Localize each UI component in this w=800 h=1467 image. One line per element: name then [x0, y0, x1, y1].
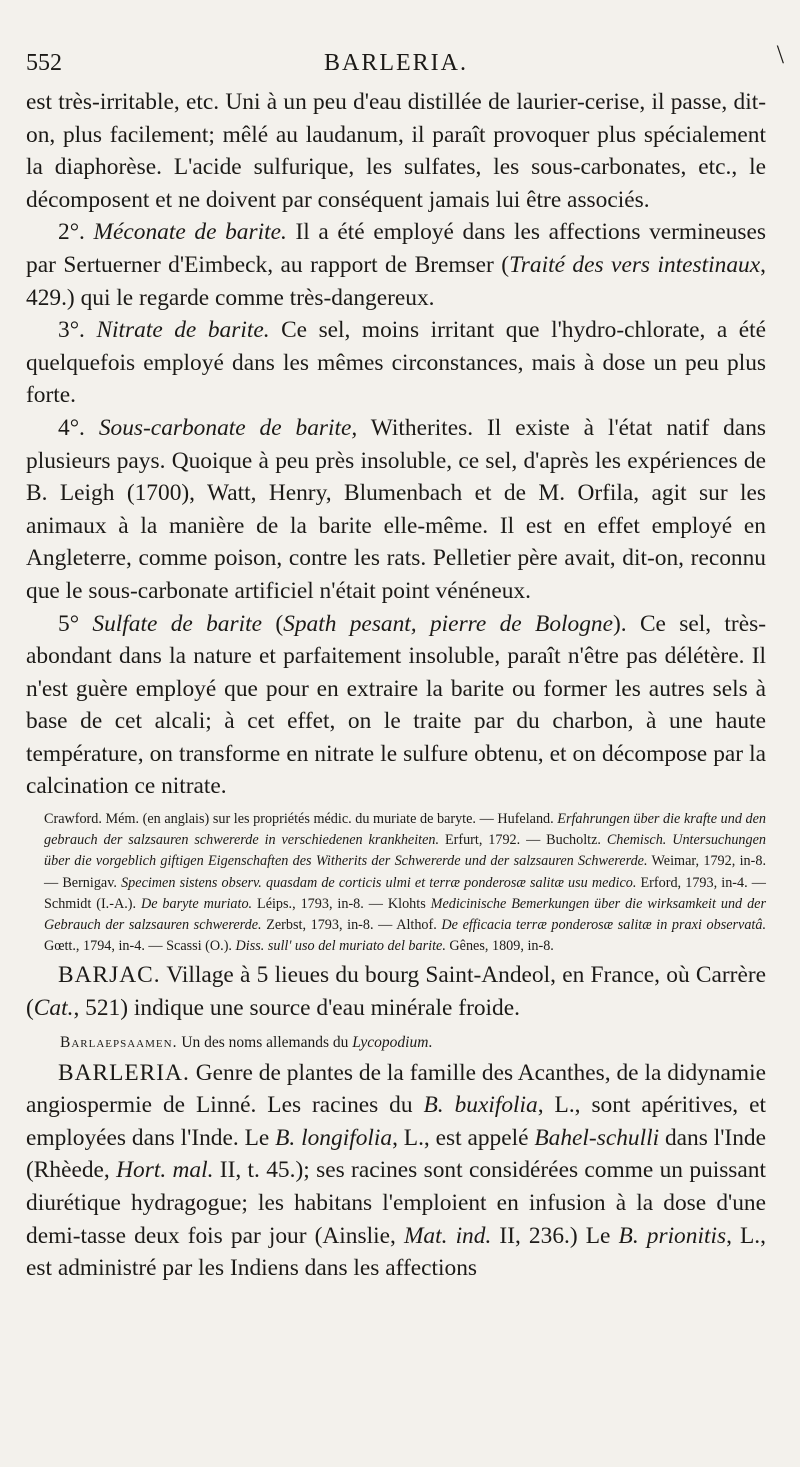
species-name: B. buxifolia	[423, 1092, 538, 1119]
item-title: Sulfate de barite	[92, 610, 262, 637]
paragraph-barjac	[26, 959, 766, 1024]
paragraph-text: Genre de plantes de la famille des Acanthes, de la didynamie angiospermie de Linné. Les racines du	[26, 1059, 766, 1119]
paragraph-text: (	[262, 610, 284, 637]
ref-text: Gœtt., 1794, in-4. — Scassi (O.).	[44, 938, 236, 955]
paragraph-continuation: est très-irritable, etc. Uni à un peu d'eau distillée de laurier-cerise, il passe, dit-on, plus facilement; mêlé au laudanum, il paraît provoquer plus spécialement la diaphorèse. L'acide sulfurique, les sulfates, les sous-carbonates, etc., le décomposent et ne doivent par conséquent jamais lui être associés.	[26, 89, 766, 213]
ref-title: Specimen sistens observ. quasdam de corticis ulmi et terræ ponderosæ salitæ usu medico.	[121, 874, 637, 891]
paragraph-text: Ce sel, moins irritant que l'hydro-chlorate, a été quelquefois employé dans les mêmes circonstances, mais à dose un peu plus forte.	[26, 317, 766, 409]
work-title: Mat. ind.	[403, 1222, 492, 1249]
paragraph-sulfate	[26, 608, 766, 804]
item-title: Nitrate de barite.	[96, 317, 270, 344]
ref-text: Erford, 1793, in-4. — Schmidt (I.-A.).	[44, 874, 766, 912]
item-title: Méconate de barite.	[93, 219, 287, 246]
entry-headword: Barlaepsaamen.	[60, 1033, 178, 1051]
page-number: 552	[26, 50, 62, 76]
ref-text: Crawford. Mém. (en anglais) sur les propriétés médic. du muriate de baryte. — Hufeland.	[44, 811, 558, 828]
bibliography	[26, 809, 766, 957]
item-number: 4°.	[58, 414, 85, 441]
work-title: Traité des vers intestinaux	[509, 251, 761, 278]
work-title: Cat.	[33, 995, 74, 1022]
paragraph-sous-carbonate	[26, 412, 766, 608]
paragraph-barleria	[26, 1057, 766, 1285]
paragraph-text: , 429.) qui le regarde comme très-dangereux.	[26, 251, 766, 311]
ref-title: Erfahrungen über die krafte und den gebrauch der salzsauren schwererde in verschiedenen krankheiten.	[44, 811, 766, 849]
entry-barjac	[26, 959, 766, 1024]
ref-text: Zerbst, 1793, in-8. — Althof.	[261, 917, 442, 934]
paragraph-text: , L., est administré par les Indiens dans les affections	[26, 1222, 766, 1282]
item-number: 2°.	[58, 219, 85, 246]
running-title: BARLERIA.	[324, 50, 468, 76]
ref-title: Medicinische Bemerkungen über die wirksamkeit und der Gebrauch der salzsauren schwererde.	[44, 895, 766, 934]
entry-headword: BARJAC.	[58, 962, 161, 989]
paragraph-text: Village à 5 lieues du bourg Saint-Andeol, en France, où Carrère (	[26, 962, 766, 1022]
paragraph-text: Witherites. Il existe à l'état natif dans plusieurs pays. Quoique à peu près insoluble, ce sel, d'après les expériences de B. Leigh (1700), Watt, Henry, Blumenbach et de M. Orfila, agit sur les animaux à la manière de la barite elle-même. Il est en effet employé en Angleterre, comme poison, contre les rats. Pelletier père avait, dit-on, reconnu que le sous-carbonate artificiel n'était point vénéneux.	[26, 414, 766, 604]
paragraph-nitrate	[26, 314, 766, 412]
bibliography-text	[44, 809, 766, 957]
item-number: 3°.	[58, 317, 85, 344]
ref-title: De efficacia terræ ponderosæ salitæ in praxi observatâ.	[441, 917, 767, 934]
ref-title: Diss. sull' uso del muriato del barite.	[235, 938, 446, 955]
ref-text: Gênes, 1809, in-8.	[445, 938, 554, 955]
paragraph-text: Un des noms allemands du	[177, 1033, 353, 1051]
paragraph-text: , 521) indique une source d'eau minérale froide.	[73, 995, 520, 1022]
entry-headword: BARLERIA.	[58, 1059, 190, 1086]
page-header	[26, 40, 784, 86]
ref-text: Weimar, 1792, in-8. — Bernigav.	[44, 853, 766, 891]
paragraph-meconate	[26, 216, 766, 314]
species-name: B. longifolia	[275, 1124, 393, 1151]
ref-title: Chemisch. Untersuchungen über die vorgeblich giftigen Eigenschaften des Witherits der Schwererde und der salzsauren Schwererde.	[44, 832, 766, 870]
work-title: Hort. mal.	[116, 1157, 214, 1184]
alt-name: Spath pesant, pierre de Bologne	[283, 610, 613, 637]
item-title: Sous-carbonate de barite,	[98, 414, 358, 441]
ref-title: De baryte muriato.	[140, 895, 253, 912]
species-name: B. prionitis	[618, 1222, 727, 1249]
paragraph-text: dans l'Inde (Rhèede,	[26, 1124, 766, 1184]
paragraph-text: II, 236.) Le	[491, 1222, 619, 1249]
paragraph-text: ). Ce sel, très-abondant dans la nature et parfaitement insoluble, paraît n'être pas délétère. Il n'est guère employé que pour en extraire la barite ou former les autres sels à base de cet alcali; à cet effet, on le traite par du charbon, à une haute température, on transforme en nitrate le sulfure obtenu, et on décompose par la calcination ce nitrate.	[26, 610, 766, 800]
margin-mark: \	[776, 40, 784, 69]
ref-text: Léips., 1793, in-8. — Klohts	[252, 895, 431, 912]
paragraph-text: II, t. 45.); ses racines sont considérées comme un puissant diurétique hydragogue; les habitans l'emploient en infusion à la dose d'une demi-tasse deux fois par jour (Ainslie,	[26, 1157, 766, 1249]
plant-name: Lycopodium	[352, 1033, 429, 1051]
paragraph-barlaepsaamen	[60, 1031, 766, 1055]
ref-text: Erfurt, 1792. — Bucholtz.	[439, 832, 607, 849]
paragraph-text: .	[428, 1033, 433, 1051]
paragraph-text: , L., sont apéritives, et employées dans l'Inde. Le	[26, 1092, 766, 1151]
item-number: 5°	[58, 610, 80, 637]
paragraph-text: , L., est appelé	[392, 1124, 535, 1151]
entry-barlaepsaamen	[26, 1031, 766, 1055]
body-text	[26, 86, 766, 803]
entry-barleria	[26, 1057, 766, 1285]
vernacular-name: Bahel-schulli	[534, 1124, 660, 1151]
paragraph-text: Il a été employé dans les affections vermineuses par Sertuerner d'Eimbeck, au rapport de Bremser (	[26, 219, 766, 278]
